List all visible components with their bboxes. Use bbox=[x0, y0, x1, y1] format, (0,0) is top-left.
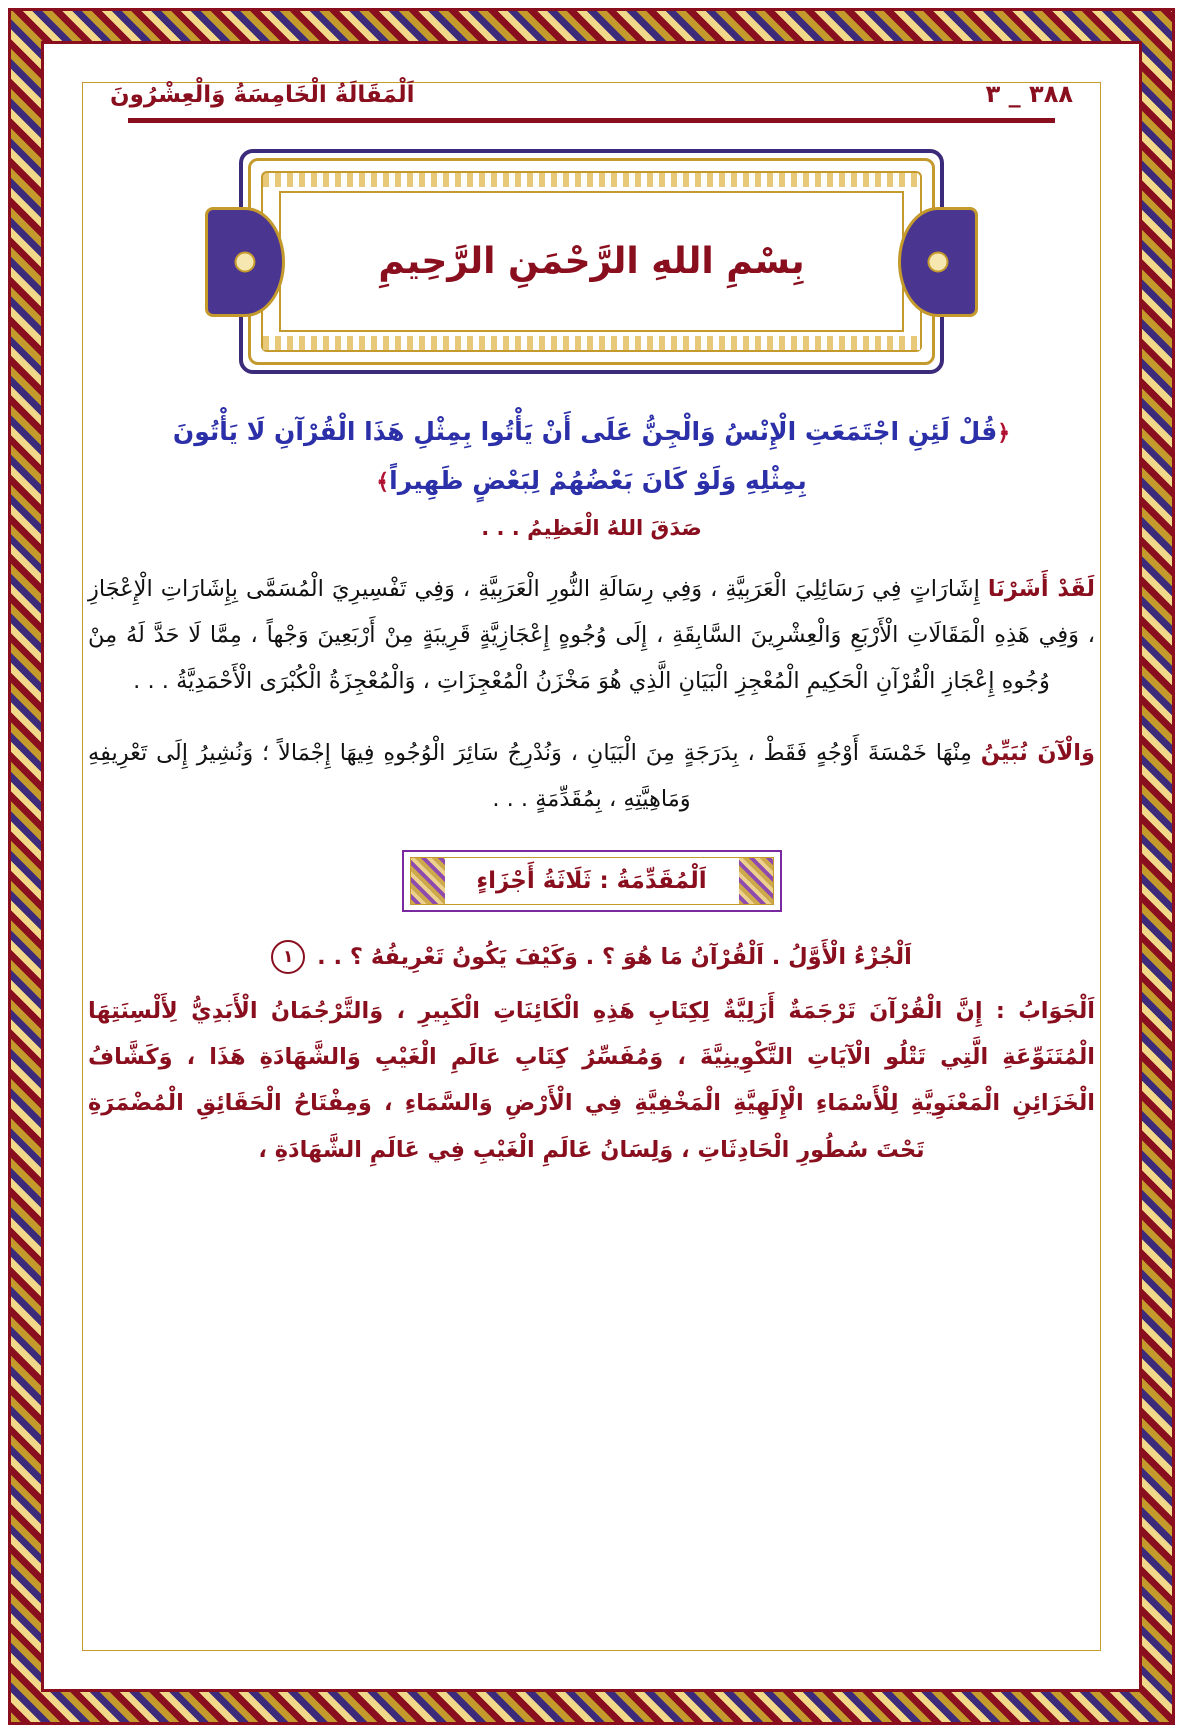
paragraph-1-body: إِشَارَاتٍ فِي رَسَائِلِيَ الْعَرَبِيَّةِ ، وَفِي رِسَالَةِ النُّورِ الْعَرَبِيَّةِ ، وَفِي تَفْسِيرِيَ الْمُسَمَّى بِإِشَارَاتِ الْإِعْجَازِ ، وَفِي هَذِهِ الْمَقَالَاتِ الْأَرْبَعِ وَالْعِشْرِينَ السَّابِقَةِ ، إِلَى وُجُوهٍ إِعْجَازِيَّةٍ قَرِيبَةٍ مِنْ أَرْبَعِينَ وَجْهاً ، مِمَّا لَا حَدَّ لَهُ مِنْ وُجُوهِ إِعْجَازِ الْقُرْآنِ الْحَكِيمِ الْمُعْجِزِ الْبَيَانِ الَّذِي هُوَ مَخْزَنُ الْمُعْجِزَاتِ ، وَالْمُعْجِزَةُ الْكُبْرَى الْأَحْمَدِيَّةُ . . . bbox=[88, 575, 1095, 694]
verse-open-bracket-icon: ﴿ bbox=[997, 421, 1011, 446]
paragraph-1 bbox=[88, 566, 1095, 704]
verse-line-1: قُلْ لَئِنِ اجْتَمَعَتِ الْإِنْسُ وَالْجِنُّ عَلَى أَنْ يَأْتُوا بِمِثْلِ هَذَا الْقُرْآنِ لَا يَأْتُونَ bbox=[172, 417, 998, 446]
medallion-left-icon bbox=[205, 207, 285, 317]
page-content bbox=[52, 52, 1131, 1681]
basmala-panel bbox=[239, 149, 944, 374]
basmala-text: بِسْمِ اللهِ الرَّحْمَنِ الرَّحِيمِ bbox=[378, 241, 805, 282]
basmala-inner-frame bbox=[279, 191, 904, 332]
header-divider bbox=[128, 118, 1055, 123]
medallion-dot-icon bbox=[928, 251, 949, 272]
page-number: ٣٨٨ _ ٣ bbox=[985, 80, 1073, 108]
paragraph-2-lead: وَالْآنَ نُبَيِّنُ bbox=[980, 739, 1095, 766]
verse-close-bracket-icon: ﴾ bbox=[376, 469, 390, 495]
paragraph-1-lead: لَقَدْ أَشَرْنَا bbox=[987, 575, 1095, 602]
medallion-dot-icon bbox=[235, 251, 256, 272]
question-text: اَلْجُزْءُ الْأَوَّلُ . اَلْقُرْآنُ مَا هُوَ ؟ . وَكَيْفَ يَكُونُ تَعْرِيفُهُ ؟ . . bbox=[317, 944, 912, 971]
paragraph-2-body: مِنْهَا خَمْسَةَ أَوْجُهٍ فَقَطْ ، بِدَرَجَةٍ مِنَ الْبَيَانِ ، وَنُدْرِجُ سَائِرَ الْوُجُوهِ فِيهَا إِجْمَالاً ؛ وَنُشِيرُ إِلَى تَعْرِيفِهِ وَمَاهِيَّتِهِ ، بِمُقَدِّمَةٍ . . . bbox=[88, 739, 981, 812]
question-row bbox=[88, 940, 1095, 974]
page-header bbox=[88, 70, 1095, 108]
section-box-inner bbox=[410, 857, 774, 905]
verse-line-2: بِمِثْلِهِ وَلَوْ كَانَ بَعْضُهُمْ لِبَعْضٍ ظَهِيراً bbox=[389, 465, 807, 495]
quran-verse bbox=[118, 408, 1065, 506]
section-title-box bbox=[402, 850, 782, 912]
medallion-right-icon bbox=[898, 207, 978, 317]
section-title-text: اَلْمُقَدِّمَةُ : ثَلَاثَةُ أَجْزَاءٍ bbox=[470, 868, 712, 894]
question-number-badge: ١ bbox=[271, 940, 305, 974]
verse-attribution: صَدَقَ اللهُ الْعَظِيمُ . . . bbox=[481, 515, 702, 540]
answer-paragraph: اَلْجَوَابُ : إِنَّ الْقُرْآنَ تَرْجَمَةٌ أَزَلِيَّةٌ لِكِتَابِ هَذِهِ الْكَائِنَاتِ الْكَبِيرِ ، وَالتَّرْجُمَانُ الْأَبَدِيُّ لِأَلْسِنَتِهَا الْمُتَنَوِّعَةِ الَّتِي تَتْلُو الْآيَاتِ التَّكْوِينِيَّةَ ، وَمُفَسِّرُ كِتَابِ عَالَمِ الْغَيْبِ وَالشَّهَادَةِ هَذَا ، وَكَشَّافُ الْخَزَائِنِ الْمَعْنَوِيَّةِ لِلْأَسْمَاءِ الْإِلَهِيَّةِ الْمَخْفِيَّةِ فِي الْأَرْضِ وَالسَّمَاءِ ، وَمِفْتَاحُ الْحَقَائِقِ الْمُضْمَرَةِ تَحْتَ سُطُورِ الْحَادِثَاتِ ، وَلِسَانُ عَالَمِ الْغَيْبِ فِي عَالَمِ الشَّهَادَةِ ، bbox=[88, 998, 1095, 1163]
page-title: اَلْمَقَالَةُ الْخَامِسَةُ وَالْعِشْرُونَ bbox=[110, 82, 415, 108]
paragraph-2 bbox=[88, 730, 1095, 822]
